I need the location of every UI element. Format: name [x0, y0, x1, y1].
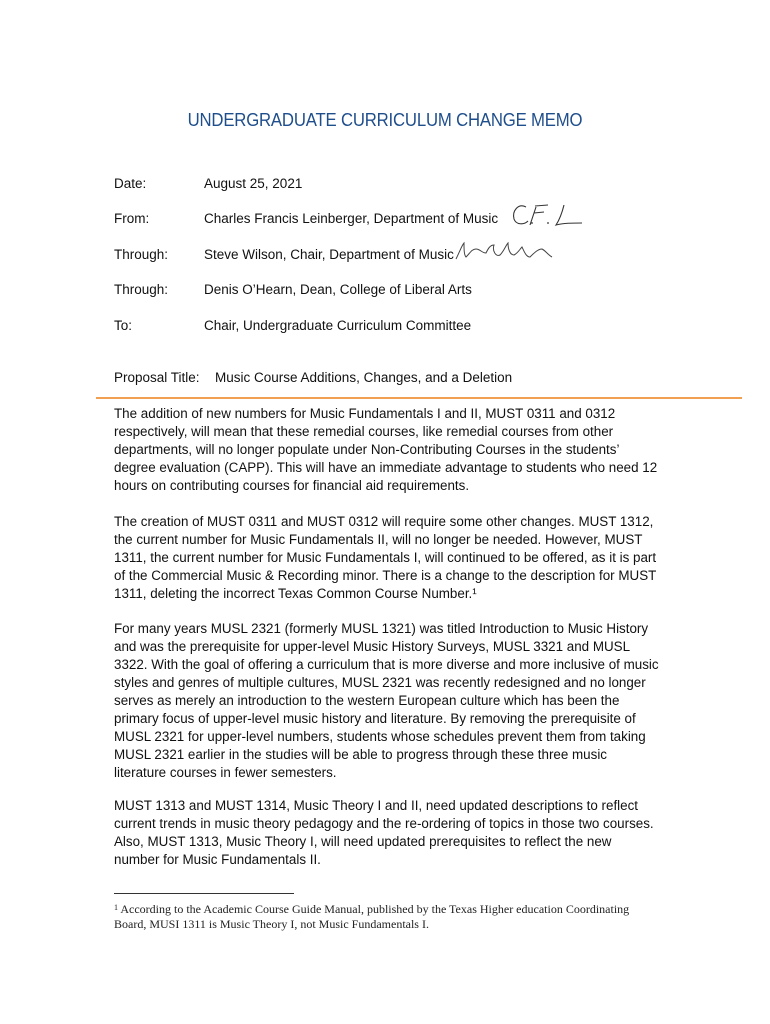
orange-divider — [96, 397, 742, 399]
proposal-value: Music Course Additions, Changes, and a Deletion — [215, 370, 513, 385]
paragraph-3 — [114, 620, 660, 782]
from-label: From: — [114, 211, 150, 226]
proposal-row — [114, 370, 513, 385]
footnote-marker: 1 — [114, 903, 118, 912]
paragraph-1 — [114, 405, 660, 495]
to-label: To: — [114, 318, 133, 333]
date-label: Date: — [114, 176, 147, 191]
paragraph-text: The creation of MUST 0311 and MUST 0312 will require some other changes. MUST 1312, the current number for Music Fundamentals II, will no longer be needed. However, MUST 1311, the current number for Music Fundamentals I, will continued to be offered, as it is part of the Commercial Music & Recording minor. There is a change to the description for MUST 1311, deleting the incorrect Texas Common Course Number.¹ — [114, 514, 657, 601]
through-value-2: Denis O’Hearn, Dean, College of Liberal Arts — [204, 282, 472, 297]
from-signature-initials — [508, 201, 588, 229]
footnote-text: According to the Academic Course Guide Manual, published by the Texas Higher education Coordinating Board, MUSI 1311 is Music Theory I, not Music Fundamentals I. — [114, 902, 630, 931]
paragraph-text: For many years MUSL 2321 (formerly MUSL 1321) was titled Introduction to Music History and was the prerequisite for upper-level Music History Surveys, MUSL 3321 and MUSL 3322. With the goal of offering a curriculum that is more diverse and more inclusive of music styles and genres of multiple cultures, MUSL 2321 was recently redesigned and no longer serves as merely an introduction to the western European culture which has been the primary focus of upper-level music history and literature. By removing the prerequisite of MUSL 2321 for upper-level numbers, students whose schedules prevent them from taking MUSL 2321 earlier in the studies will be able to progress through these three music literature courses in fewer semesters. — [114, 621, 659, 780]
paragraph-4 — [114, 797, 660, 869]
through-signature — [452, 235, 562, 267]
memo-title: UNDERGRADUATE CURRICULUM CHANGE MEMO — [187, 110, 583, 130]
paragraph-text: The addition of new numbers for Music Fundamentals I and II, MUST 0311 and 0312 respectively, will mean that these remedial courses, like remedial courses from other departments, will no longer populate under Non-Contributing Courses in the students’ degree evaluation (CAPP). This will have an immediate advantage to students who need 12 hours on contributing courses for financial aid requirements. — [114, 406, 658, 493]
through-label-2: Through: — [114, 282, 169, 297]
proposal-label: Proposal Title: — [114, 370, 200, 385]
footnote — [114, 902, 664, 932]
footnote-divider — [114, 893, 294, 894]
paragraph-2 — [114, 513, 660, 603]
to-value: Chair, Undergraduate Curriculum Committee — [204, 318, 472, 333]
through-value-1: Steve Wilson, Chair, Department of Music — [204, 247, 454, 262]
paragraph-text: MUST 1313 and MUST 1314, Music Theory I and II, need updated descriptions to reflect current trends in music theory pedagogy and the re-ordering of topics in those two courses. Also, MUST 1313, Music Theory I, will need updated prerequisites to reflect the new number for Music Fundamentals II. — [114, 798, 654, 867]
from-value: Charles Francis Leinberger, Department of Music — [204, 211, 499, 226]
date-value: August 25, 2021 — [204, 176, 303, 191]
through-label-1: Through: — [114, 247, 169, 262]
